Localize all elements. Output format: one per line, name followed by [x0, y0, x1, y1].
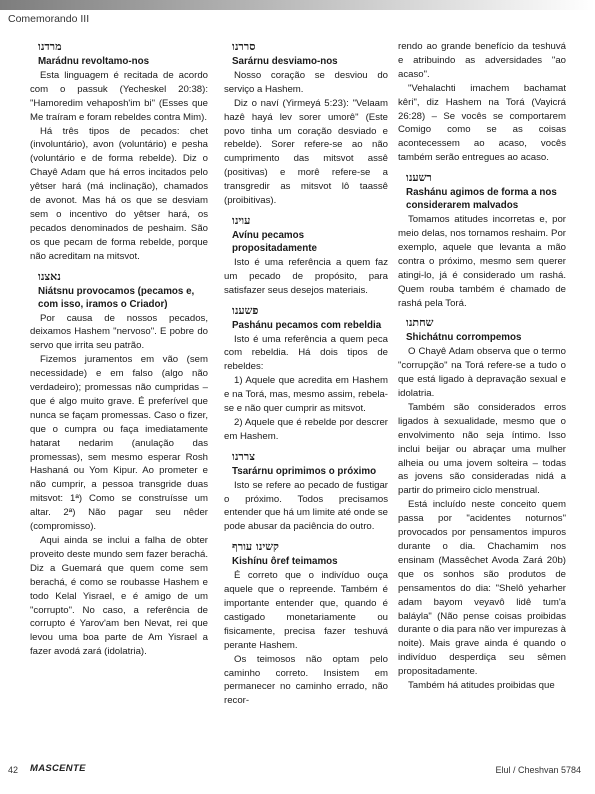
paragraph: rendo ao grande benefício da teshuvá e atribuindo as adversidades "ao acaso". — [398, 41, 566, 80]
section-title: Tsarárnu oprimimos o próximo — [232, 465, 377, 477]
paragraph: 2) Aquele que é rebelde por descrer em Hashem. — [224, 416, 388, 442]
paragraph: Por causa de nossos pecados, deixamos Hashem "nervoso". E pobre do servo que irrita seu patrão. — [30, 312, 208, 352]
section — [30, 270, 208, 660]
issue-date: Elul / Cheshvan 5784 — [495, 765, 581, 775]
paragraph: O Chayê Adam observa que o termo "corrupção" na Torá refere-se a tudo o que está ligado à depravação sexual e idolatria. — [398, 346, 566, 400]
section — [224, 40, 388, 208]
section — [30, 40, 208, 264]
paragraph: Tomamos atitudes incorretas e, por meio delas, nos tornamos reshaim. Por exemplo, aquele que levanta a mão contra o próximo, mesmo sem querer atingi-lo, já é considerado um rashá. Quem rouba também é chamado de rashá pela Torá. — [398, 214, 566, 309]
section-title: Kishínu ôref teimamos — [232, 556, 338, 568]
section-title: Marádnu revoltamo-nos — [38, 55, 150, 67]
paragraph: 1) Aquele que acredita em Hashem e na Torá, mas, mesmo assim, rebela-se e não quer cumprir as mitsvot. — [224, 375, 388, 415]
page-number: 42 — [8, 765, 19, 775]
section — [224, 540, 388, 708]
paragraph: Está incluído neste conceito quem passa por "acidentes noturnos" provocados por pensamentos impuros durante o dia. Chachamim nos ensinam (Massêchet Avoda Zará 20b) que os sonhos são produtos de pensamentos do dia: "Shelô yeharher adam bayom veyavô lidê tum'a baláyla" (Não pense coisas proibidas durante o dia para não ver impurezas à noite). Mais grave ainda é quando o indivíduo desperdiça seu sêmen propositadamente. — [398, 499, 566, 678]
section — [224, 450, 388, 535]
paragraph: Também são considerados erros ligados à sexualidade, mesmo que o envolvimento não seja íntimo. Isso inclui beijar ou abraçar uma mulher alheia ou uma jovem solteira – todas as jovens são consideradas nidá a partir do primeiro ciclo menstrual. — [398, 401, 566, 497]
paragraph: Isto se refere ao pecado de fustigar o próximo. Todos precisamos entender que há um limite até onde se pode abusar da paciência do outro. — [224, 479, 388, 533]
paragraph: Esta linguagem é recitada de acordo com o passuk (Yecheskel 20:38): "Hamoredim vehaposh'im bi" (Esses que Me traíram e foram rebeldes contra Mim). — [30, 69, 208, 123]
section-title: Rashánu agimos de forma a nos considerarem malvados — [406, 187, 557, 212]
paragraph: Os teimosos não optam pelo caminho correto. Insistem em permanecer no caminho errado, não recor- — [224, 653, 388, 707]
section — [398, 40, 566, 165]
paragraph: Também há atitudes proibidas que — [408, 680, 555, 692]
section-title: Shichátnu corrompemos — [406, 332, 522, 344]
paragraph: Aqui ainda se inclui a falha de obter proveito deste mundo sem fazer berachá. Diz a Guemará que quem come sem berachá, é como se roubasse Hashem e todo Kelal Yisrael, e é amigo de um "corrupto". No caso, a referência de corrupto é Yarov'am ben Nevat, rei que levou uma boa parte de Am Yisrael a fazer avodá zará (idolatria). — [30, 535, 208, 658]
paragraph: Isto é uma referência a quem peca com rebeldia. Há dois tipos de rebeldes: — [224, 333, 388, 373]
hebrew-heading: פשענו — [232, 303, 259, 317]
text-column-2 — [224, 40, 388, 714]
hebrew-heading: שחתנו — [406, 316, 434, 330]
paragraph: Nosso coração se desviou do serviço a Hashem. — [224, 69, 388, 95]
hebrew-heading: רשענו — [406, 171, 432, 185]
header-band — [0, 0, 595, 10]
magazine-logo: MASCENTE — [30, 763, 86, 774]
paragraph: Isto é uma referência a quem faz um pecado de propósito, para satisfazer seus desejos materiais. — [224, 256, 388, 296]
paragraph: Diz o naví (Yirmeyá 5:23): "Velaam hazê hayá lev sorer umorê" (Este povo tinha um coração desviado e rebelde). Sorer refere-se ao não cumprimento das mitsvot assê (positivas) e morê refere-se a transgredir as mitsvot lô taassê (proibitivas). — [224, 97, 388, 207]
text-column-3 — [398, 40, 566, 699]
paragraph: "Vehalachti imachem bachamat kêri", diz Hashem na Torá (Vayicrá 26:28) – Se vocês se comportarem Comigo como se as coisas acontecessem ao acaso, vocês também serão entregues ao acaso. — [398, 82, 566, 164]
page-header-title: Comemorando III — [8, 13, 90, 25]
section-title: Niátsnu provocamos (pecamos e, com isso, iramos o Criador) — [38, 285, 195, 310]
text-column-1 — [30, 40, 208, 665]
paragraph: Há três tipos de pecados: chet (involuntário), avon (voluntário) e pesha (voluntário e de forma rebelde). Diz o Chayê Adam que há erros incitados pelo yêtser hará (má inclinação), chamados de avonot. Mas há os que se desviam sem o incentivo do yêtser hará, os pecados denominados de peshaim. São os que pecam de forma rebelde, porque não acreditam na mitsvot. — [30, 125, 208, 262]
section-title: Sarárnu desviamo-nos — [232, 55, 338, 67]
hebrew-heading: מרדנו — [38, 40, 62, 53]
paragraph: Fizemos juramentos em vão (sem necessidade) e em falso (algo não verdadeiro); promessas não cumpridas – que é algo muito grave. É preferível que nunca se façam promessas. Caso o fizer, que o cumpra ou faça imediatamente hatarat nedarim (anulação das promessas), sem mesmo esperar Rosh Hashaná ou Yom Kipur. Ao prometer e não cumprir, a pessoa transgride duas mitsvot: 1ª) Como se construísse um altar. 2ª) Não pagar seu nêder (compromisso). — [30, 354, 208, 533]
hebrew-heading: נאצנו — [38, 269, 61, 283]
hebrew-heading: עוינו — [232, 213, 251, 227]
hebrew-heading: סררנו — [232, 40, 256, 53]
section — [398, 316, 566, 693]
hebrew-heading: קשינו עורף — [232, 540, 279, 554]
section — [398, 171, 566, 310]
section — [224, 214, 388, 298]
hebrew-heading: צררנו — [232, 449, 255, 463]
section-title: Pashánu pecamos com rebeldia — [232, 319, 382, 331]
section — [224, 304, 388, 444]
section-title: Avínu pecamos propositadamente — [232, 229, 317, 254]
paragraph: É correto que o indivíduo ouça aquele que o repreende. Também é importante entender que, quando é castigado monetariamente ou fisicamente, precisa fazer teshuvá perante Hashem. — [224, 570, 388, 651]
